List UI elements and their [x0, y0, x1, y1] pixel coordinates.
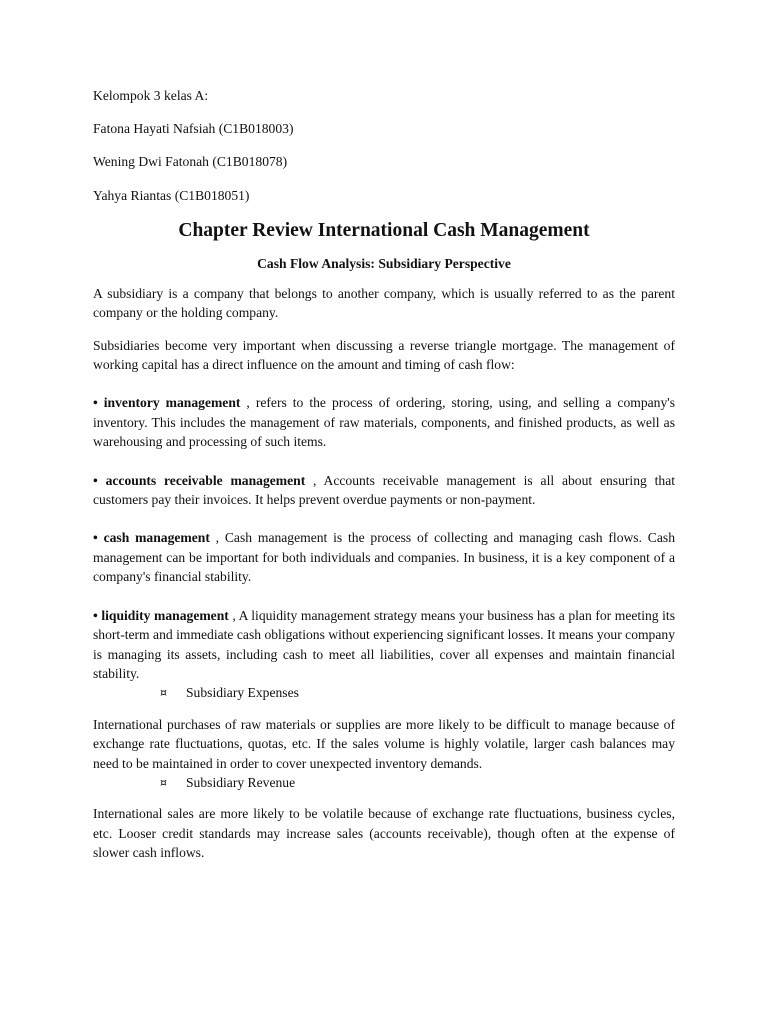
bullet-text: , refers to the process of ordering, storing, using, and selling a company's inventory. This includes the management of raw materials, components, and finished products, as well as warehousing and processing of such items.	[93, 395, 675, 450]
bullet-term: liquidity management	[101, 607, 229, 623]
bullet-marker: •	[93, 472, 98, 488]
intro-paragraph-1: A subsidiary is a company that belongs to another company, which is usually referred to as the parent company or the holding company.	[93, 285, 675, 321]
bullet-marker: •	[93, 395, 98, 411]
bullet-term: accounts receivable management	[105, 472, 306, 488]
bullet-marker: •	[93, 607, 98, 623]
bullet-liquidity-management	[93, 606, 675, 684]
section-heading-text: Subsidiary Expenses	[186, 685, 299, 701]
bullet-text: , A liquidity management strategy means your business has a plan for meeting its short-term and immediate cash obligations without experiencing significant losses. It means your company is managing its assets, including cash to meet all liabilities, cover all expenses and maintain financial stability.	[93, 607, 675, 681]
bullet-inventory-management	[93, 393, 675, 451]
group-label: Kelompok 3 kelas A:	[93, 88, 209, 103]
document-title: Chapter Review International Cash Management	[178, 219, 590, 241]
document-page	[93, 86, 675, 863]
bullet-term: inventory management	[103, 395, 241, 411]
subsidiary-expenses-paragraph: International purchases of raw materials or supplies are more likely to be difficult to manage because of exchange rate fluctuations, quotas, etc. If the sales volume is highly volatile, larger cash balances may need to be maintained in order to cover unexpected inventory demands.	[93, 716, 675, 771]
subsidiary-revenue-heading	[160, 773, 675, 792]
currency-sign-icon: ¤	[160, 686, 167, 700]
document-subtitle: Cash Flow Analysis: Subsidiary Perspective	[257, 255, 511, 271]
currency-sign-icon: ¤	[160, 775, 167, 789]
author-block	[93, 86, 675, 205]
author-3: Yahya Riantas (C1B018051)	[93, 187, 250, 203]
subsidiary-expenses-heading	[160, 683, 675, 702]
section-heading-text: Subsidiary Revenue	[186, 774, 296, 790]
author-1: Fatona Hayati Nafsiah (C1B018003)	[93, 121, 294, 137]
author-2: Wening Dwi Fatonah (C1B018078)	[93, 154, 288, 170]
intro-paragraph-2: Subsidiaries become very important when discussing a reverse triangle mortgage. The management of working capital has a direct influence on the amount and timing of cash flow:	[93, 337, 675, 373]
bullet-text: , Accounts receivable management is all about ensuring that customers pay their invoices. It helps prevent overdue payments or non-payment.	[93, 472, 675, 508]
bullet-cash-management	[93, 528, 675, 586]
bullet-term: cash management	[103, 530, 210, 546]
subsidiary-revenue-paragraph: International sales are more likely to be volatile because of exchange rate fluctuations, business cycles, etc. Looser credit standards may increase sales (accounts receivable), though often at the expense of slower cash inflows.	[93, 806, 675, 861]
bullet-marker: •	[93, 530, 98, 546]
bullet-text: , Cash management is the process of collecting and managing cash flows. Cash management can be important for both individuals and companies. In business, it is a key component of a company's financial stability.	[93, 530, 675, 585]
bullet-accounts-receivable-management	[93, 471, 675, 510]
